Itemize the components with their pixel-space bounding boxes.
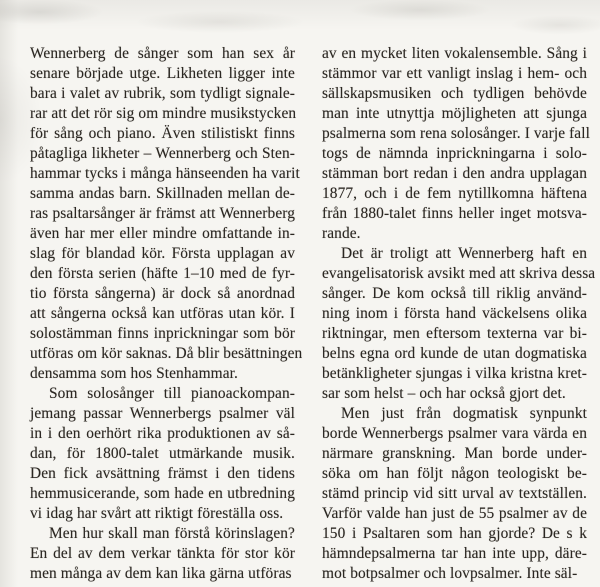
text-line: togs de nämnda inprickningarna i solo- bbox=[322, 145, 587, 162]
text-line: även har mer eller mindre omfattande in- bbox=[30, 225, 295, 242]
text-line: densamma som hos Stenhammar. bbox=[30, 365, 238, 382]
text-line: Varför valde han just de 55 psalmer av de bbox=[322, 505, 587, 522]
text-line: sånger. De kom också till riklig använd- bbox=[322, 285, 587, 302]
text-line: rande. bbox=[322, 225, 361, 242]
text-line: söka om han följt någon teologiskt be- bbox=[322, 465, 587, 482]
text-line: jemang passar Wennerbergs psalmer väl bbox=[30, 405, 295, 422]
text-line: från 1880-talet finns heller inget motsva- bbox=[322, 205, 587, 222]
text-line: samma andas barn. Skillnaden mellan de- bbox=[30, 185, 295, 202]
text-line: Wennerberg de sånger som han sex år bbox=[30, 45, 295, 62]
text-line: Som solosånger till pianoackompan- bbox=[49, 385, 295, 402]
text-line: En del av dem verkar tänkta för stor kör bbox=[30, 545, 295, 562]
text-line: Det är troligt att Wennerberg haft en bbox=[341, 245, 587, 262]
text-line: solostämman finns inprickningar som bör bbox=[30, 325, 295, 342]
text-columns bbox=[30, 44, 596, 584]
text-line: ras psaltarsånger är främst att Wennerberg bbox=[30, 205, 295, 222]
text-line: borde Wennerbergs psalmer vara värda en bbox=[322, 425, 587, 442]
text-line: rar att det rör sig om mindre musikstycken bbox=[30, 105, 297, 122]
text-line: utföras om kör saknas. Då blir besättningen bbox=[30, 345, 303, 362]
text-line: stämman bort redan i den andra upplagan bbox=[322, 165, 587, 182]
text-line: hammar tycks i många hänseenden ha varit bbox=[30, 165, 300, 182]
text-line: påtagliga likheter – Wennerberg och Sten- bbox=[30, 145, 295, 162]
text-line: man inte utnyttja möjligheten att sjunga bbox=[322, 105, 587, 122]
text-line: Men hur skall man förstå körinslagen? bbox=[49, 525, 295, 542]
text-line: sar som helst – och har också gjort det. bbox=[322, 385, 566, 402]
text-line: sällskapsmusiken och tydligen behövde bbox=[322, 85, 587, 102]
text-column-right bbox=[322, 44, 596, 584]
text-line: för sång och piano. Även stilistiskt finns bbox=[30, 125, 295, 142]
text-line: hämndepsalmerna tar han inte upp, däre- bbox=[322, 545, 587, 562]
text-line: senare började utge. Likheten ligger inte bbox=[30, 65, 295, 82]
text-line: ning inom i första hand väckelsens olika bbox=[322, 305, 587, 322]
text-line: slag för blandad kör. Första upplagan av bbox=[30, 245, 295, 262]
text-line: belns egna ord kunde de utan dogmatiska bbox=[322, 345, 587, 362]
text-column-left bbox=[30, 44, 303, 584]
text-line: närmare granskning. Man borde under- bbox=[322, 445, 587, 462]
text-line: av en mycket liten vokalensemble. Sång i bbox=[322, 45, 587, 62]
text-line: betänkligheter sjungas i vilka kristna kret- bbox=[322, 365, 587, 382]
text-line: dan, för 1800-talet utmärkande musik. bbox=[30, 445, 295, 462]
text-line: evangelisatorisk avsikt med att skriva dessa bbox=[322, 265, 596, 282]
text-line: Den fick avsättning främst i den tidens bbox=[30, 465, 295, 482]
text-line: stämd princip vid sitt urval av textställen. bbox=[322, 485, 587, 502]
text-line: psalmerna som rena solosånger. I varje fall bbox=[322, 125, 590, 142]
text-line: men många av dem kan lika gärna utföras bbox=[30, 565, 292, 582]
text-line: stämmor var ett vanligt inslag i hem- och bbox=[322, 65, 587, 82]
text-line: den första serien (häfte 1–10 med de fyr- bbox=[30, 265, 295, 282]
text-line: att sångerna också kan utföras utan kör. I bbox=[30, 305, 295, 322]
text-line: riktningar, men eftersom texterna var bi- bbox=[322, 325, 587, 342]
text-line: 1877, och i de fem nytillkomna häftena bbox=[322, 185, 587, 202]
text-line: bara i valet av rubrik, som tydligt signale- bbox=[30, 85, 295, 102]
text-line: Men just från dogmatisk synpunkt bbox=[341, 405, 587, 422]
text-line: hemmusicerande, som hade en utbredning bbox=[30, 485, 295, 502]
text-line: 150 i Psaltaren som han gjorde? De s k bbox=[322, 525, 587, 542]
text-line: tio första sångerna) är dock så anordnad bbox=[30, 285, 295, 302]
text-line: in i den oerhört rika produktionen av så- bbox=[30, 425, 295, 442]
text-line: vi idag har svårt att riktigt föreställa oss. bbox=[30, 505, 284, 522]
text-line: mot botpsalmer och lovpsalmer. Inte säl- bbox=[322, 565, 578, 582]
